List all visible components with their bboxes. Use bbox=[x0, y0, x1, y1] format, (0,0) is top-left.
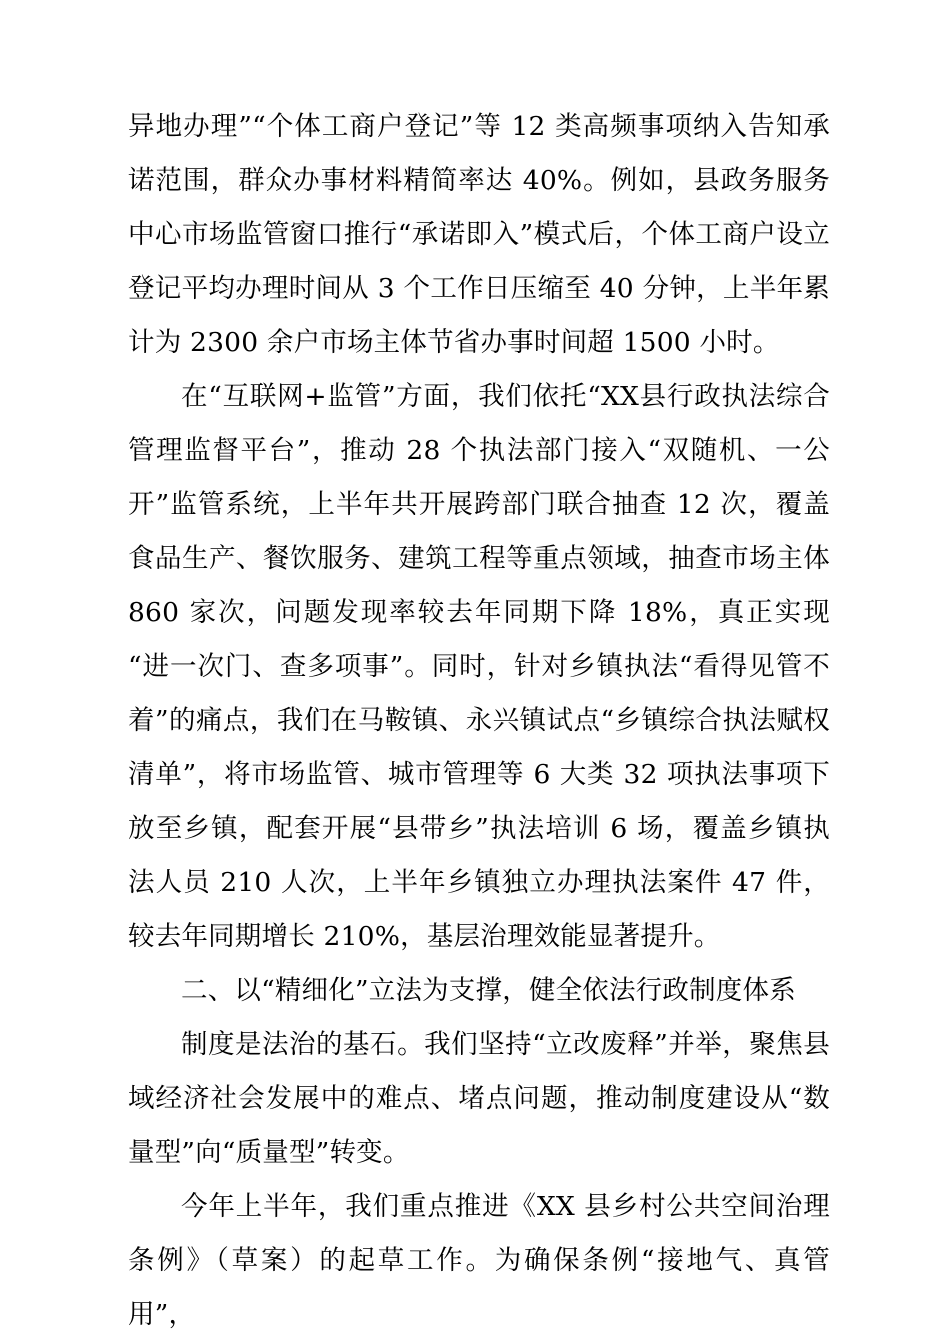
document-body bbox=[128, 100, 830, 1342]
heading-section-two: 二、以“精细化”立法为支撑，健全依法行政制度体系 bbox=[181, 975, 796, 1006]
paragraph-internet-supervision: 在“互联网+监管”方面，我们依托“XX县行政执法综合管理监督平台”，推动 28 个执法部门接入“双随机、一公开”监管系统，上半年共开展跨部门联合抽查 12 次，覆盖食品生产、餐饮服务、建筑工程等重点领域，抽查市场主体 860 家次，问题发现率较去年同期下降 18%，真正实现“进一次门、查多项事”。同时，针对乡镇执法“看得见管不着”的痛点，我们在马鞍镇、永兴镇试点“乡镇综合执法赋权清单”，将市场监管、城市管理等 6 大类 32 项执法事项下放至乡镇，配套开展“县带乡”执法培训 6 场，覆盖乡镇执法人员 210 人次，上半年乡镇独立办理执法案件 47 件，较去年同期增长 210%，基层治理效能显著提升。 bbox=[128, 381, 830, 952]
paragraph-system-foundation: 制度是法治的基石。我们坚持“立改废释”并举，聚焦县域经济社会发展中的难点、堵点问题，推动制度建设从“数量型”向“质量型”转变。 bbox=[128, 1029, 830, 1168]
paragraph-continuation: 异地办理”“个体工商户登记”等 12 类高频事项纳入告知承诺范围，群众办事材料精简率达 40%。例如，县政务服务中心市场监管窗口推行“承诺即入”模式后，个体工商户设立登记平均办理时间从 3 个工作日压缩至 40 分钟，上半年累计为 2300 余户市场主体节省办事时间超 1500 小时。 bbox=[128, 111, 830, 358]
paragraph-this-year: 今年上半年，我们重点推进《XX 县乡村公共空间治理条例》（草案）的起草工作。为确保条例“接地气、真管用”， bbox=[128, 1191, 830, 1330]
